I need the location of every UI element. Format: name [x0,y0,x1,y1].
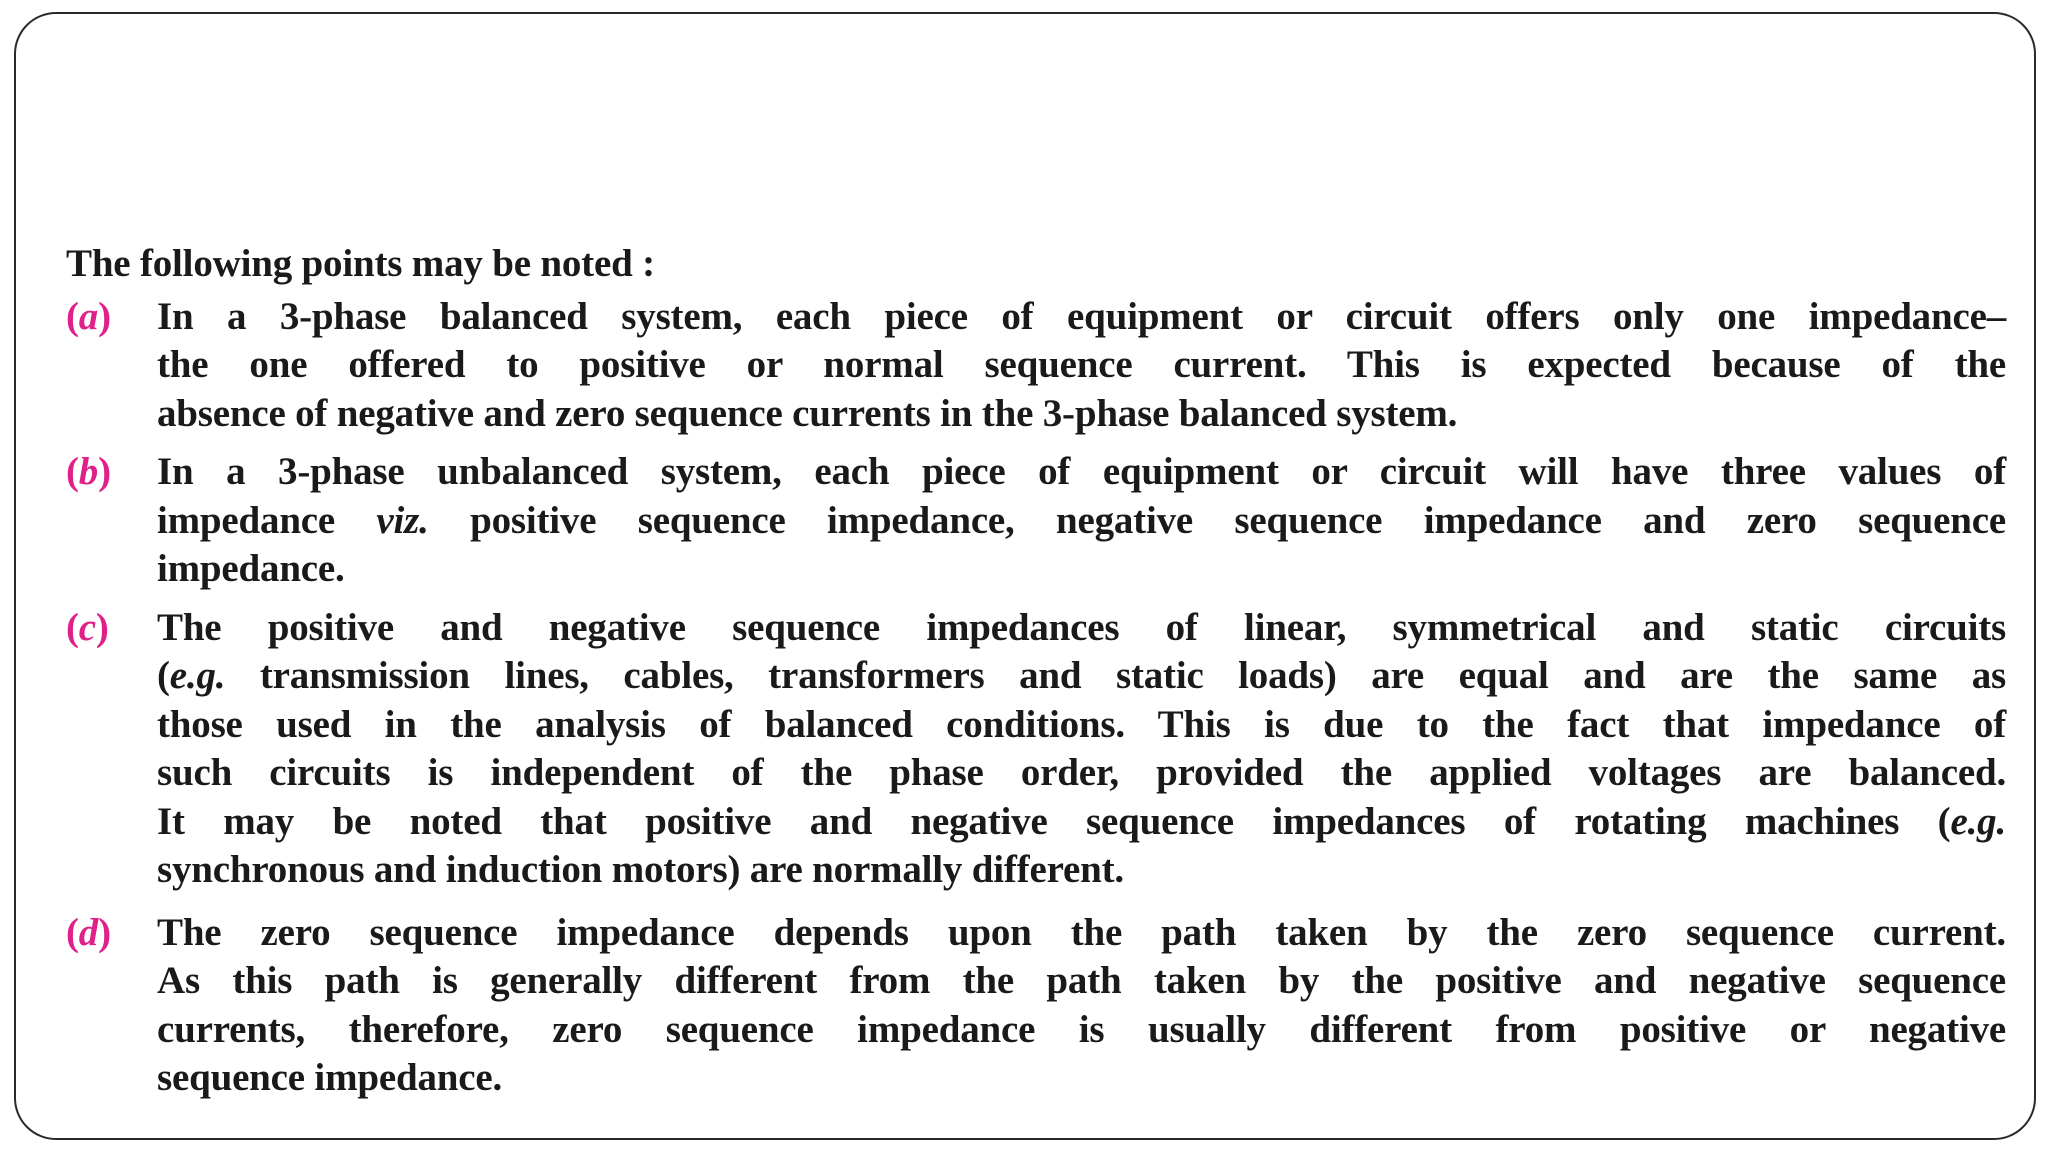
item-a-line-1: In a 3-phase balanced system, each piece of equipment or circuit offers only one impedance– [157,294,2006,338]
item-c-line-2: (e.g. transmission lines, cables, transformers and static loads) are equal and are the same as [157,654,2006,697]
item-c-line-5: It may be noted that positive and negative sequence impedances of rotating machines (e.g. [157,799,2006,843]
item-c-line-1: The positive and negative sequence impedances of linear, symmetrical and static circuits [157,605,2006,649]
item-marker-a: (a) [66,294,111,338]
list-item-a [66,293,2006,439]
item-marker-b: (b) [66,450,111,493]
item-d-line-3: currents, therefore, zero sequence impedance is usually different from positive or negative [157,1007,2006,1051]
item-marker-d: (d) [66,910,111,954]
notes-content [66,240,2006,1113]
item-b-line-2: impedance viz. positive sequence impedance, negative sequence impedance and zero sequence [157,498,2006,542]
item-d-line-4: sequence impedance. [157,1056,503,1099]
item-b-line-3: impedance. [157,547,345,590]
item-a-line-3: absence of negative and zero sequence currents in the 3-phase balanced system. [157,391,1458,435]
intro-text: The following points may be noted : [66,242,655,285]
item-c-line-4: such circuits is independent of the phase order, provided the applied voltages are balanced. [157,751,2006,794]
item-d-line-2: As this path is generally different from the path taken by the positive and negative sequence [157,959,2006,1002]
item-c-line-3: those used in the analysis of balanced conditions. This is due to the fact that impedance of [157,702,2006,746]
item-c-line-6: synchronous and induction motors) are normally different. [157,848,1124,891]
item-d-line-1: The zero sequence impedance depends upon the path taken by the zero sequence current. [157,910,2006,954]
item-b-line-1: In a 3-phase unbalanced system, each piece of equipment or circuit will have three values of [157,450,2006,493]
item-marker-c: (c) [66,605,109,649]
slide-frame [14,12,2036,1140]
list-item-b [66,448,2006,594]
list-item-c [66,604,2006,895]
item-a-line-2: the one offered to positive or normal sequence current. This is expected because of the [157,343,2006,386]
list-item-d [66,909,2006,1103]
